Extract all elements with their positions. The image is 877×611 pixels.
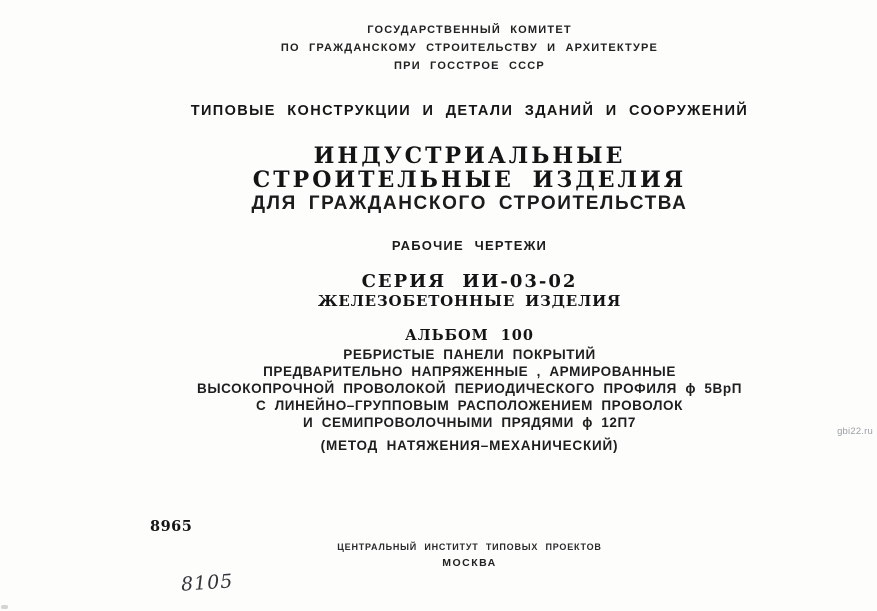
scan-artifact bbox=[1, 605, 8, 609]
tension-method-note: (МЕТОД НАТЯЖЕНИЯ–МЕХАНИЧЕСКИЙ) bbox=[320, 438, 619, 453]
document-number: 8965 bbox=[150, 518, 193, 535]
album-line-3: ВЫСОКОПРОЧНОЙ ПРОВОЛОКОЙ ПЕРИОДИЧЕСКОГО ПРОФИЛЯ ϕ 5ВрП bbox=[196, 381, 743, 396]
series-subtitle: ЖЕЛЕЗОБЕТОННЫЕ ИЗДЕЛИЯ bbox=[317, 292, 622, 310]
main-title-line-3: ДЛЯ ГРАЖДАНСКОГО СТРОИТЕЛЬСТВА bbox=[251, 193, 688, 214]
working-drawings-label: РАБОЧИЕ ЧЕРТЕЖИ bbox=[391, 238, 548, 253]
watermark-text: gbi22.ru bbox=[837, 426, 873, 437]
committee-line-3: ПРИ ГОССТРОЕ СССР bbox=[394, 60, 545, 72]
publisher-name: ЦЕНТРАЛЬНЫЙ ИНСТИТУТ ТИПОВЫХ ПРОЕКТОВ bbox=[337, 542, 602, 552]
handwritten-note: 8105 bbox=[180, 570, 235, 596]
album-line-1: РЕБРИСТЫЕ ПАНЕЛИ ПОКРЫТИЙ bbox=[343, 347, 596, 362]
album-line-5: И СЕМИПРОВОЛОЧНЫМИ ПРЯДЯМИ ϕ 12П7 bbox=[303, 415, 636, 430]
album-line-4: С ЛИНЕЙНО–ГРУППОВЫМ РАСПОЛОЖЕНИЕМ ПРОВОЛОК bbox=[256, 398, 683, 413]
album-title: АЛЬБОМ 100 bbox=[405, 327, 534, 344]
album-line-2: ПРЕДВАРИТЕЛЬНО НАПРЯЖЕННЫЕ , АРМИРОВАННЫЕ bbox=[263, 364, 676, 379]
series-designation: СЕРИЯ ИИ-03-02 bbox=[361, 271, 578, 292]
committee-line-1: ГОСУДАРСТВЕННЫЙ КОМИТЕТ bbox=[367, 24, 572, 36]
main-title-line-2: СТРОИТЕЛЬНЫЕ ИЗДЕЛИЯ bbox=[252, 167, 687, 193]
main-title-line-1: ИНДУСТРИАЛЬНЫЕ bbox=[313, 143, 626, 169]
committee-line-2: ПО ГРАЖДАНСКОМУ СТРОИТЕЛЬСТВУ И АРХИТЕКТУРЕ bbox=[280, 42, 659, 54]
series-group-header: ТИПОВЫЕ КОНСТРУКЦИИ И ДЕТАЛИ ЗДАНИЙ И СООРУЖЕНИЙ bbox=[190, 103, 749, 119]
publisher-city: МОСКВА bbox=[442, 557, 497, 569]
